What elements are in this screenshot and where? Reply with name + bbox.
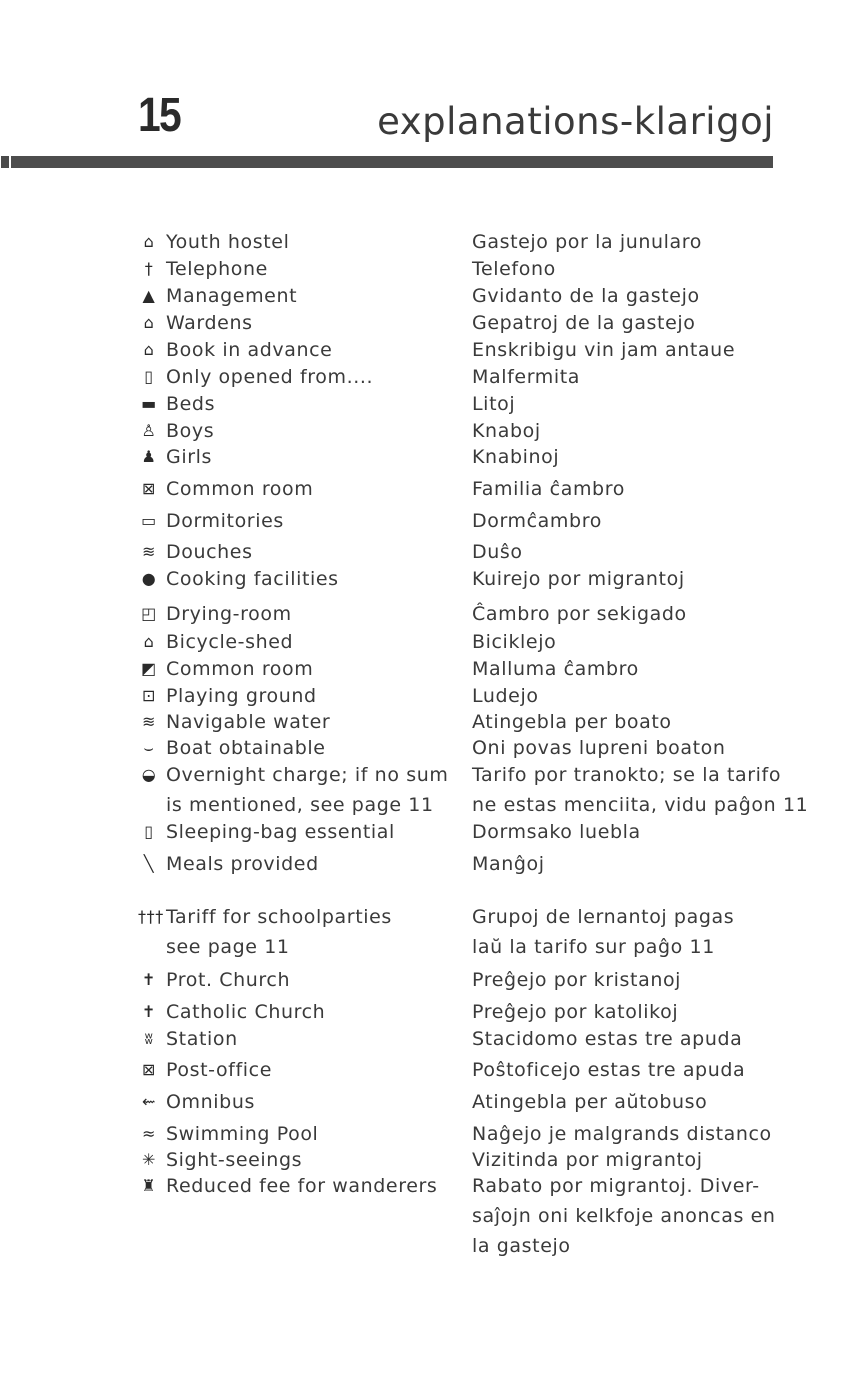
- legend-label-en: Prot. Church: [166, 969, 291, 991]
- legend-entry-en: [138, 763, 448, 787]
- legend-label-eo: Dormĉambro: [472, 510, 602, 532]
- legend-label-eo: Litoj: [472, 393, 516, 415]
- legend-label-eo: Tarifo por tranokto; se la tarifo: [472, 764, 782, 786]
- legend-entry-en: [138, 1122, 448, 1146]
- page-title: explanations-klarigoj: [377, 100, 774, 143]
- bed-icon: ▬: [141, 394, 157, 413]
- legend-entry-en: [138, 905, 448, 929]
- legend-label-eo: Atingebla per aŭtobuso: [472, 1091, 708, 1113]
- legend-entry-en: [138, 630, 448, 654]
- legend-label-en: Beds: [166, 393, 216, 415]
- legend-label-en: Cooking facilities: [166, 568, 339, 590]
- legend-entry-en: [138, 710, 448, 734]
- legend-entry-en: [138, 540, 448, 564]
- girl-icon: ♟: [141, 447, 157, 466]
- header-rule: [11, 156, 773, 168]
- reduced-fee-icon: ♜: [141, 1176, 157, 1195]
- legend-label-en: Drying-room: [166, 603, 292, 625]
- legend-label-eo: Atingebla per boato: [472, 711, 672, 733]
- boy-icon: ♙: [141, 421, 157, 440]
- legend-label-en-continued: is mentioned, see page 11: [166, 794, 434, 816]
- legend-label-eo-continued: la gastejo: [472, 1235, 571, 1257]
- legend-label-en: Reduced fee for wanderers: [166, 1175, 438, 1197]
- legend-label-eo-continued: laŭ la tarifo sur paĝo 11: [472, 936, 715, 958]
- legend-label-en: Omnibus: [166, 1091, 255, 1113]
- legend-entry-en: [138, 1000, 448, 1024]
- legend-label-en: Station: [166, 1028, 238, 1050]
- legend-entry-en: [138, 509, 448, 533]
- management-icon: ▲: [142, 286, 156, 305]
- legend-entry-en: [138, 1027, 448, 1051]
- legend-label-en: Common room: [166, 658, 314, 680]
- legend-label-en: Swimming Pool: [166, 1123, 319, 1145]
- legend-label-en: Management: [166, 285, 298, 307]
- navigable-water-icon: ≋: [141, 712, 156, 731]
- legend-label-en: Book in advance: [166, 339, 333, 361]
- legend-label-en: Common room: [166, 478, 314, 500]
- legend-entry-en: [138, 968, 448, 992]
- legend-label-en: Boat obtainable: [166, 737, 326, 759]
- legend-label-eo: Malfermita: [472, 366, 581, 388]
- legend-entry-en: [138, 419, 448, 443]
- legend-entry-en: [138, 445, 448, 469]
- legend-label-eo: Ĉambro por sekigado: [472, 603, 687, 625]
- page-number: 15: [138, 89, 180, 142]
- protestant-church-icon: ✝: [141, 970, 156, 989]
- legend-entry-en: [138, 1174, 448, 1198]
- sleeping-bag-icon: ▯: [144, 822, 154, 841]
- legend-entry-en: [138, 257, 448, 281]
- wardens-icon: ⌂: [143, 313, 155, 332]
- legend-entry-en: [138, 602, 448, 626]
- legend-label-eo: Stacidomo estas tre apuda: [472, 1028, 743, 1050]
- legend-label-eo: Gepatroj de la gastejo: [472, 312, 696, 334]
- legend-entry-en: [138, 567, 448, 591]
- legend-label-eo: Malluma ĉambro: [472, 658, 639, 680]
- legend-label-eo: Familia ĉambro: [472, 478, 625, 500]
- legend-entry-en: [138, 284, 448, 308]
- douches-icon: ≋: [141, 542, 156, 561]
- drying-room-icon: ◰: [141, 604, 157, 623]
- legend-label-eo: Enskribigu vin jam antaue: [472, 339, 736, 361]
- legend-entry-en: [138, 477, 448, 501]
- legend-entry-en: [138, 820, 448, 844]
- legend-label-en: Dormitories: [166, 510, 284, 532]
- legend-label-en: Bicycle-shed: [166, 631, 294, 653]
- legend-entry-en: [138, 1058, 448, 1082]
- legend-label-eo: Knaboj: [472, 420, 541, 442]
- legend-label-en: Tariff for schoolparties: [166, 906, 392, 928]
- legend-label-eo: Preĝejo por kristanoj: [472, 969, 682, 991]
- legend-label-eo: Biciklejo: [472, 631, 557, 653]
- legend-label-en: Girls: [166, 446, 212, 468]
- legend-label-eo: Gvidanto de la gastejo: [472, 285, 700, 307]
- legend-label-en: Douches: [166, 541, 253, 563]
- legend-label-en: Post-office: [166, 1059, 272, 1081]
- legend-label-eo: Vizitinda por migrantoj: [472, 1149, 703, 1171]
- meals-icon: ╲: [143, 854, 155, 873]
- legend-label-eo-continued: ne estas menciita, vidu paĝon 11: [472, 794, 809, 816]
- playing-ground-icon: ⊡: [141, 686, 156, 705]
- legend-label-en: Youth hostel: [166, 231, 290, 253]
- legend-entry-en: [138, 852, 448, 876]
- legend-label-en: Sight-seeings: [166, 1149, 303, 1171]
- legend-label-eo: Oni povas lupreni boaton: [472, 737, 726, 759]
- legend-entry-en: [138, 1090, 448, 1114]
- legend-label-en: Playing ground: [166, 685, 317, 707]
- legend-label-eo: Gastejo por la junularo: [472, 231, 702, 253]
- legend-label-en: Sleeping-bag essential: [166, 821, 395, 843]
- dormitory-icon: ▭: [141, 511, 157, 530]
- legend-entry-en: [138, 311, 448, 335]
- legend-entry-en: [138, 392, 448, 416]
- omnibus-icon: ⇜: [141, 1092, 156, 1111]
- legend-entry-en: [138, 736, 448, 760]
- legend-label-eo: Naĝejo je malgrands distanco: [472, 1123, 772, 1145]
- school-party-icon: †††: [138, 907, 164, 926]
- legend-label-eo: Kuirejo por migrantoj: [472, 568, 685, 590]
- legend-label-en: Catholic Church: [166, 1001, 326, 1023]
- legend-entry-en: [138, 365, 448, 389]
- swimming-pool-icon: ≈: [141, 1124, 156, 1143]
- legend-label-en: Telephone: [166, 258, 268, 280]
- sight-seeing-icon: ✳: [141, 1150, 156, 1169]
- legend-label-en: Boys: [166, 420, 215, 442]
- boat-icon: ⌣: [143, 738, 155, 757]
- common-room-icon: ⊠: [141, 479, 156, 498]
- catholic-church-icon: ✝: [141, 1002, 156, 1021]
- legend-label-eo: Knabinoj: [472, 446, 560, 468]
- cooking-pot-icon: ●: [141, 569, 157, 588]
- legend-entry-en: [138, 1148, 448, 1172]
- post-office-icon: ⊠: [141, 1060, 156, 1079]
- legend-label-eo: Rabato por migrantoj. Diver-: [472, 1175, 760, 1197]
- legend-label-eo: Ludejo: [472, 685, 539, 707]
- legend-label-en: Navigable water: [166, 711, 331, 733]
- youth-hostel-icon: ⌂: [143, 232, 155, 251]
- legend-label-eo: Telefono: [472, 258, 556, 280]
- overnight-charge-icon: ◒: [141, 765, 157, 784]
- bicycle-shed-icon: ⌂: [143, 632, 155, 651]
- legend-label-en-continued: see page 11: [166, 936, 290, 958]
- opened-door-icon: ▯: [144, 367, 154, 386]
- legend-entry-en: [138, 338, 448, 362]
- legend-entry-en: [138, 230, 448, 254]
- legend-label-eo: Manĝoj: [472, 853, 545, 875]
- legend-label-en: Meals provided: [166, 853, 319, 875]
- legend-label-eo: Preĝejo por katolikoj: [472, 1001, 679, 1023]
- legend-label-en: Overnight charge; if no sum: [166, 764, 449, 786]
- legend-entry-en: [138, 657, 448, 681]
- common-room-dark-icon: ◩: [141, 659, 157, 678]
- legend-label-en: Only opened from....: [166, 366, 374, 388]
- legend-label-eo: Grupoj de lernantoj pagas: [472, 906, 735, 928]
- header-rule-stub: [1, 156, 9, 168]
- legend-label-en: Wardens: [166, 312, 253, 334]
- telephone-icon: †: [144, 259, 154, 278]
- station-icon: ʬ: [144, 1029, 154, 1048]
- legend-entry-en: [138, 684, 448, 708]
- legend-label-eo: Dormsako luebla: [472, 821, 641, 843]
- book-in-advance-icon: ⌂: [143, 340, 155, 359]
- legend-label-eo: Poŝtoficejo estas tre apuda: [472, 1059, 746, 1081]
- legend-label-eo-continued: saĵojn oni kelkfoje anoncas en: [472, 1205, 776, 1227]
- legend-label-eo: Duŝo: [472, 541, 523, 563]
